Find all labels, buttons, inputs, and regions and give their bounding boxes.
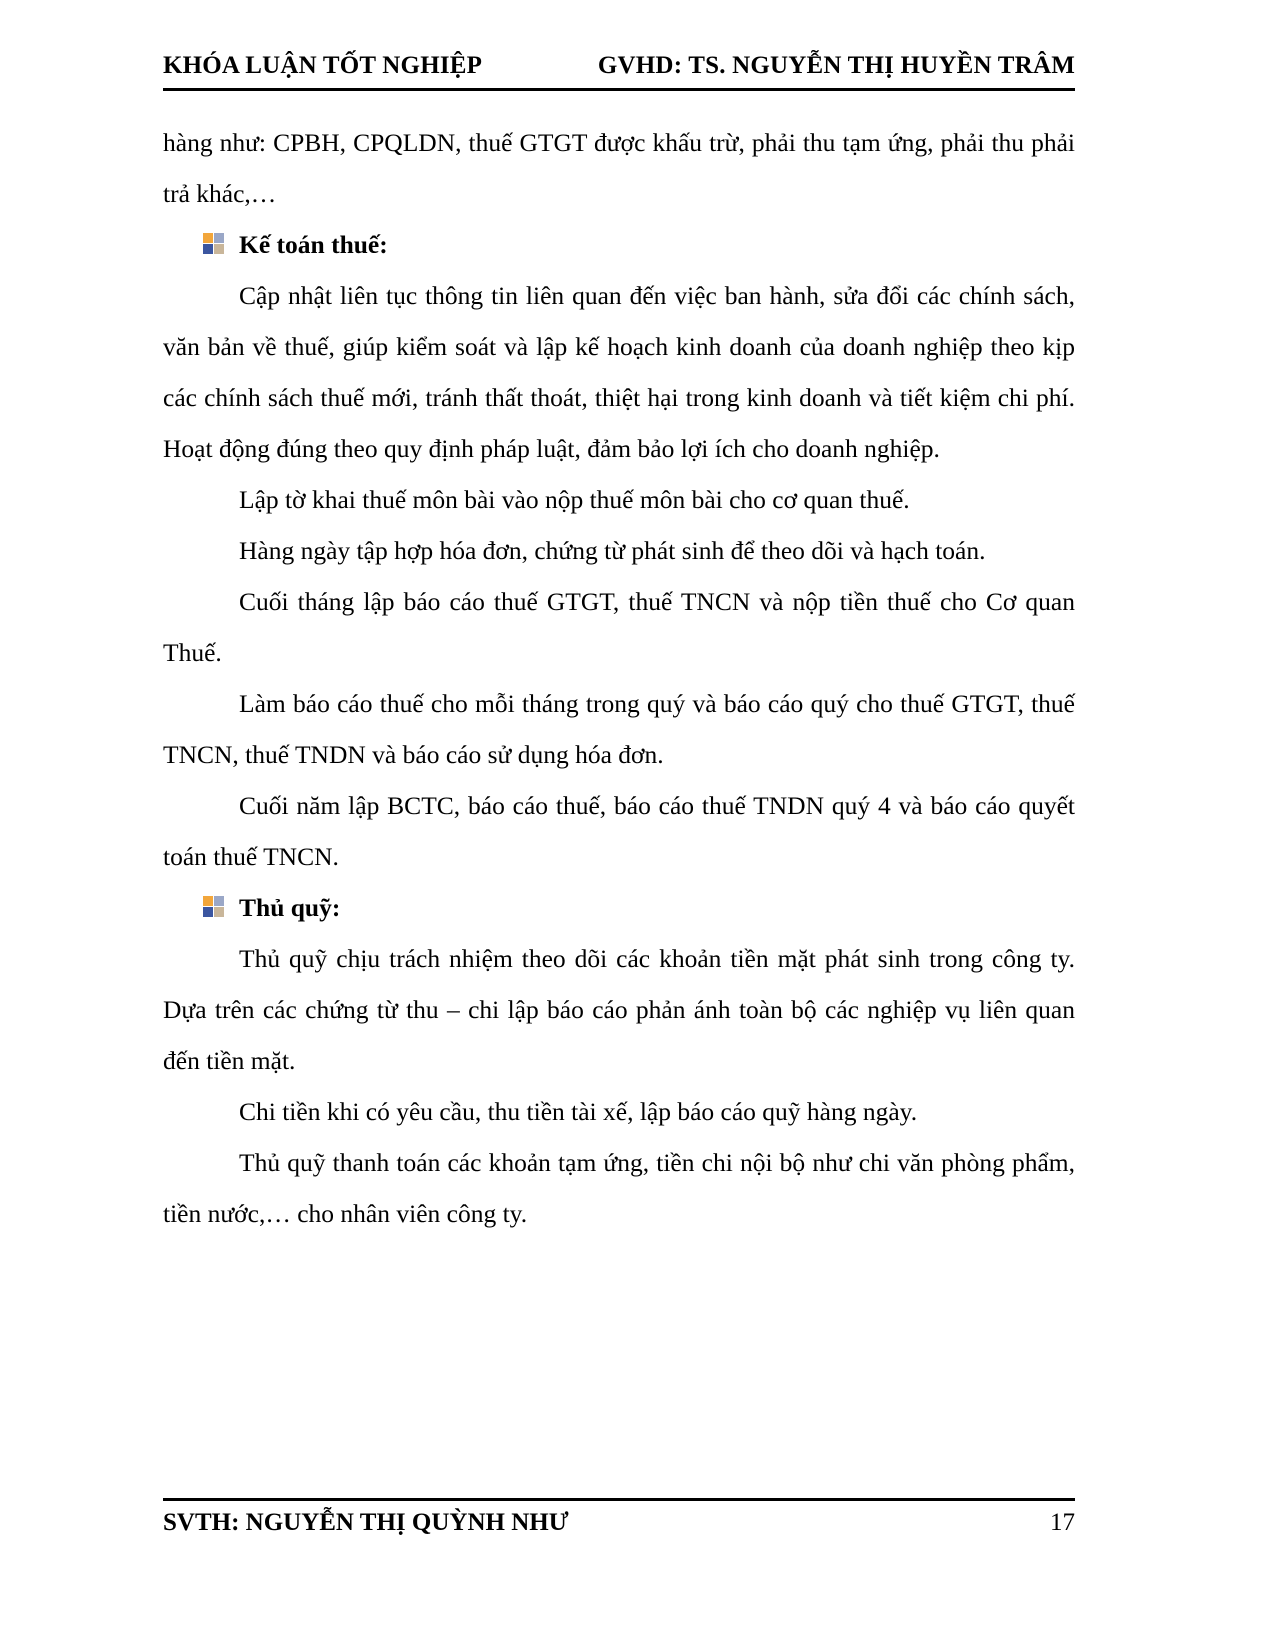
bullet-heading-thu-quy: [163, 882, 1075, 933]
paragraph-tax-update: Cập nhật liên tục thông tin liên quan đến việc ban hành, sửa đổi các chính sách, văn bản về thuế, giúp kiểm soát và lập kế hoạch kinh doanh của doanh nghiệp theo kịp các chính sách thuế mới, tránh thất thoát, thiệt hại trong kinh doanh và tiết kiệm chi phí. Hoạt động đúng theo quy định pháp luật, đảm bảo lợi ích cho doanh nghiệp.: [163, 281, 1075, 463]
page-footer: [163, 1498, 1075, 1537]
paragraph-advance-payment: Thủ quỹ thanh toán các khoản tạm ứng, tiền chi nội bộ như chi văn phòng phẩm, tiền nước,… cho nhân viên công ty.: [163, 1148, 1075, 1228]
page-content: [163, 52, 1075, 1239]
bullet-heading-label: Thủ quỹ:: [239, 893, 341, 922]
header-title-left: KHÓA LUẬN TỐT NGHIỆP: [163, 52, 483, 79]
paragraph-treasurer-duty: Thủ quỹ chịu trách nhiệm theo dõi các khoản tiền mặt phát sinh trong công ty. Dựa trên các chứng từ thu – chi lập báo cáo phản ánh toàn bộ các nghiệp vụ liên quan đến tiền mặt.: [163, 944, 1075, 1075]
page-header: [163, 52, 1075, 86]
paragraph-daily-invoices: Hàng ngày tập hợp hóa đơn, chứng từ phát sinh để theo dõi và hạch toán.: [239, 536, 986, 565]
document-body: [163, 117, 1075, 1239]
paragraph-monthly-report: Cuối tháng lập báo cáo thuế GTGT, thuế TNCN và nộp tiền thuế cho Cơ quan Thuế.: [163, 587, 1075, 667]
four-square-bullet-icon: [203, 896, 225, 918]
header-divider: [163, 88, 1075, 91]
paragraph-quarterly-report: Làm báo cáo thuế cho mỗi tháng trong quý và báo cáo quý cho thuế GTGT, thuế TNCN, thuế TNDN và báo cáo sử dụng hóa đơn.: [163, 689, 1075, 769]
paragraph-license-tax: Lập tờ khai thuế môn bài vào nộp thuế môn bài cho cơ quan thuế.: [239, 485, 910, 514]
header-title-right: GVHD: TS. NGUYỄN THỊ HUYỀN TRÂM: [597, 52, 1075, 79]
bullet-heading-label: Kế toán thuế:: [239, 230, 388, 259]
paragraph-yearly-report: Cuối năm lập BCTC, báo cáo thuế, báo cáo thuế TNDN quý 4 và báo cáo quyết toán thuế TNCN.: [163, 791, 1075, 871]
footer-author: SVTH: NGUYỄN THỊ QUỲNH NHƯ: [163, 1509, 569, 1536]
paragraph-cash-payment: Chi tiền khi có yêu cầu, thu tiền tài xế, lập báo cáo quỹ hàng ngày.: [239, 1097, 918, 1126]
bullet-heading-ke-toan-thue: [163, 219, 1075, 270]
page-number: 17: [1050, 1509, 1075, 1536]
four-square-bullet-icon: [203, 233, 225, 255]
paragraph-continuation: hàng như: CPBH, CPQLDN, thuế GTGT được khấu trừ, phải thu tạm ứng, phải thu phải trả khác,…: [163, 128, 1075, 208]
